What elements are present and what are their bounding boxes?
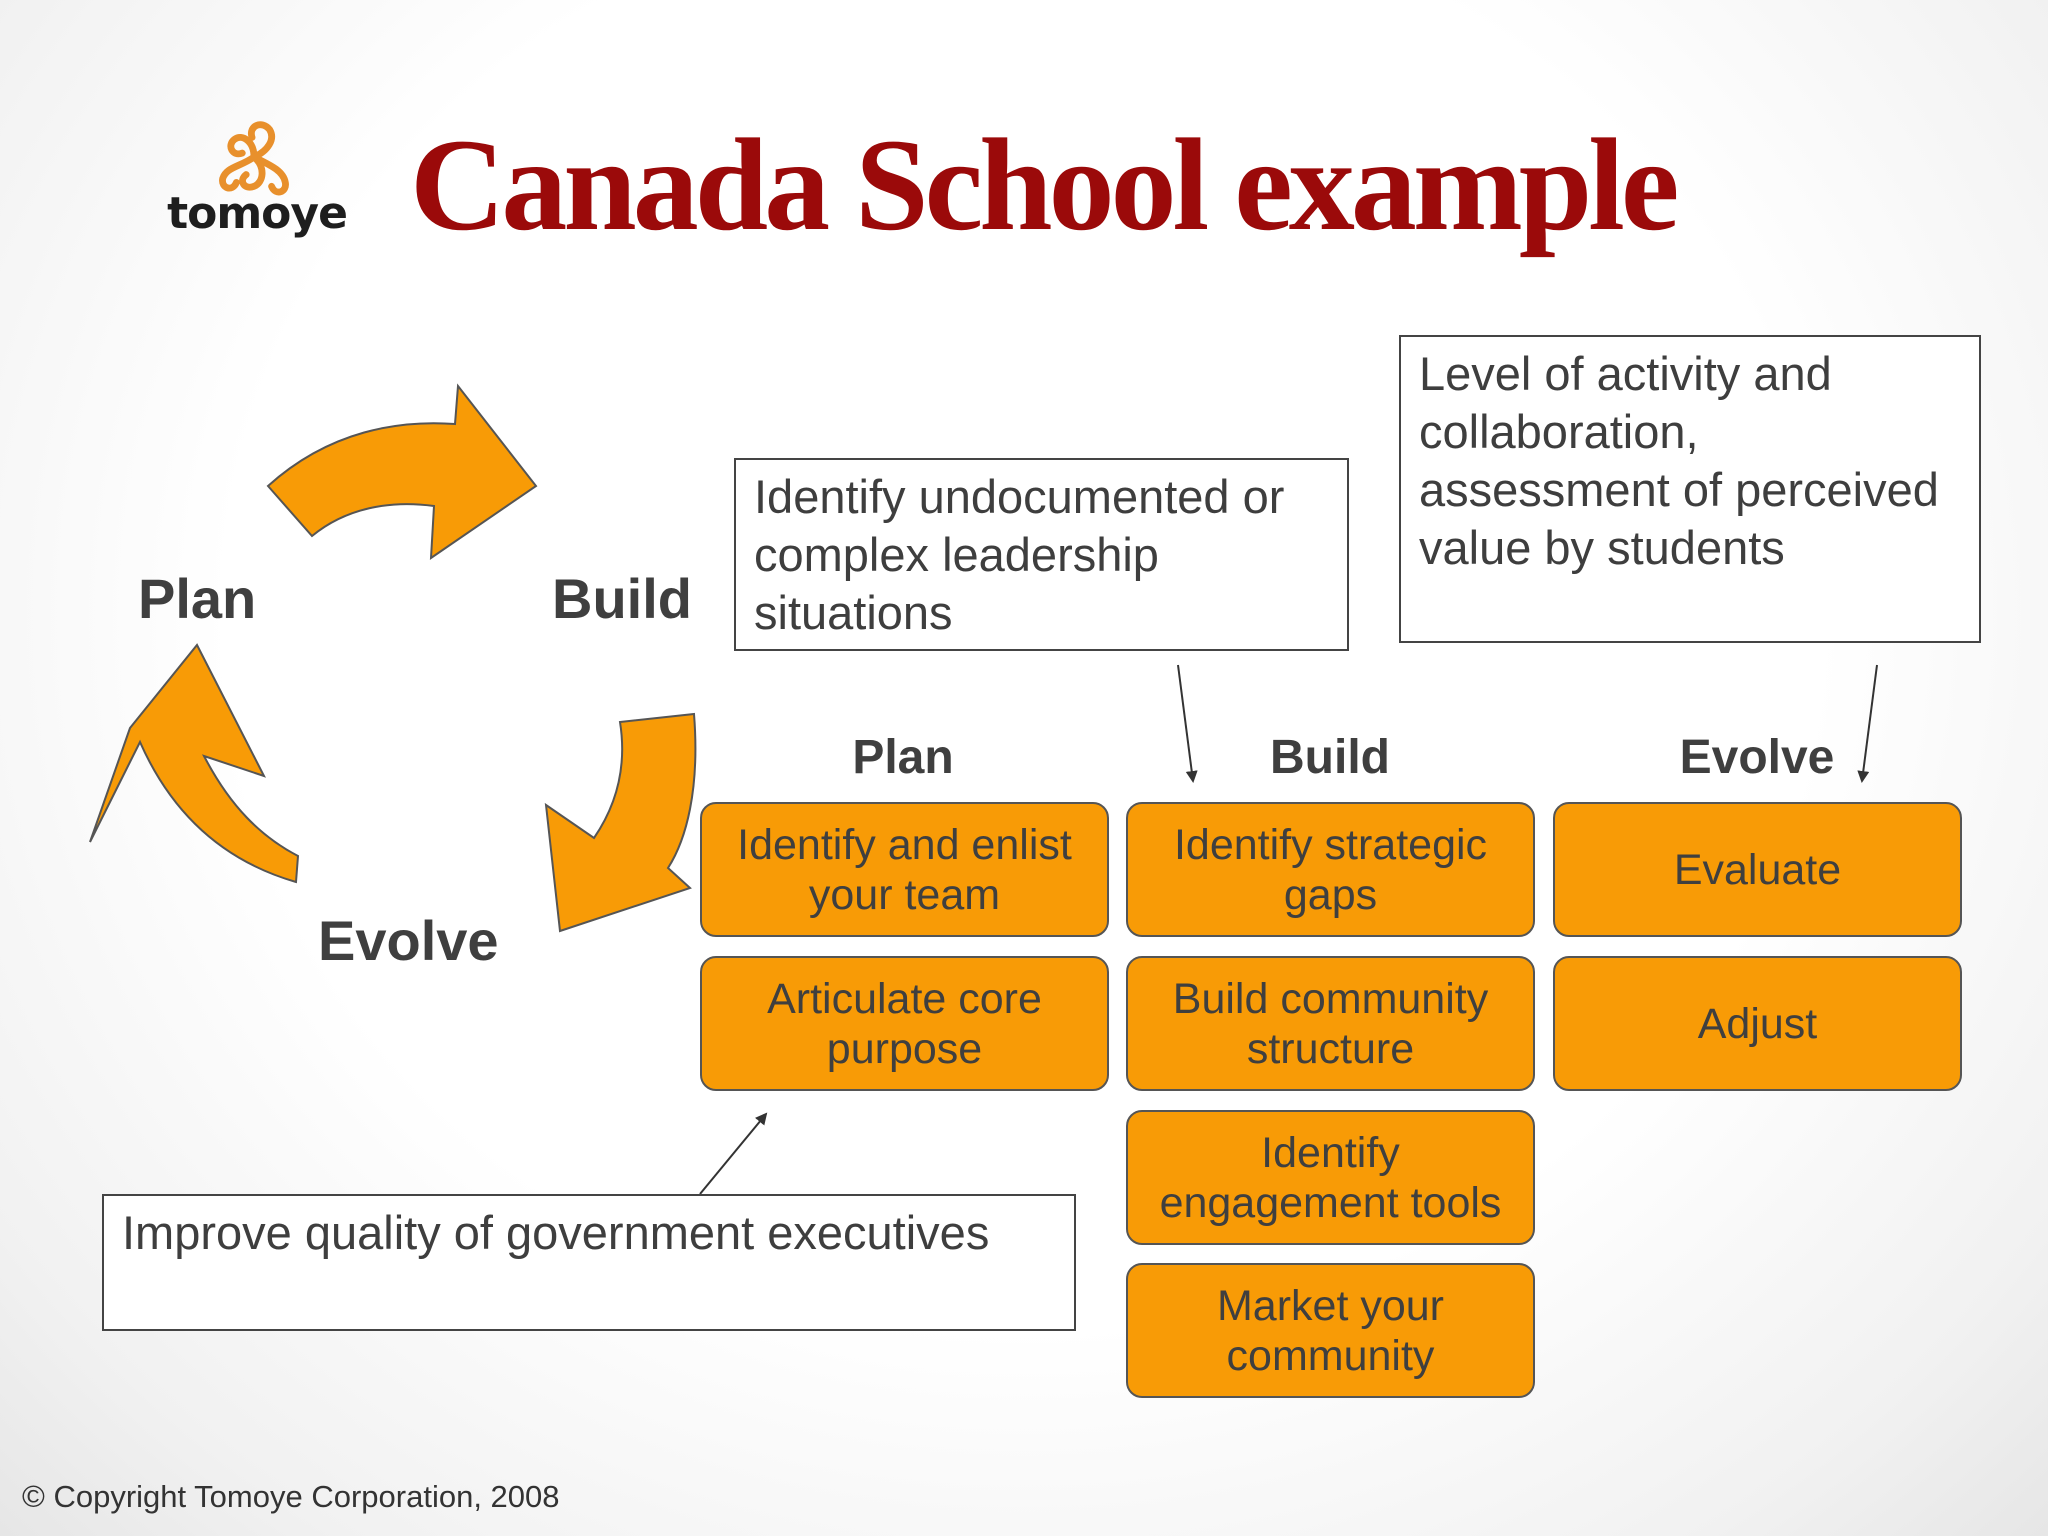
step-box xyxy=(1126,1110,1535,1245)
step-label: Adjust xyxy=(1697,999,1818,1048)
step-label: Identify strategic gaps xyxy=(1173,820,1488,919)
step-label: Articulate core purpose xyxy=(767,974,1042,1073)
step-box xyxy=(1126,802,1535,937)
step-box xyxy=(700,956,1109,1091)
cycle-arrow-plan-to-build xyxy=(268,386,536,558)
cycle-label-plan: Plan xyxy=(138,567,257,630)
step-label: Build community structure xyxy=(1172,974,1489,1073)
column-header-evolve: Evolve xyxy=(1679,731,1835,784)
callout-build: Identify undocumented or complex leadership situations xyxy=(734,458,1349,651)
step-label: Market your community xyxy=(1216,1281,1444,1380)
callout-plan: Improve quality of government executives xyxy=(102,1194,1076,1331)
step-box xyxy=(1553,802,1962,937)
callout-evolve: Level of activity and collaboration, assessment of perceived value by students xyxy=(1399,335,1981,643)
step-box xyxy=(1126,956,1535,1091)
step-label: Identify and enlist your team xyxy=(737,820,1072,919)
step-box xyxy=(1553,956,1962,1091)
copyright-footer: © Copyright Tomoye Corporation, 2008 xyxy=(22,1479,560,1514)
page-title: Canada School example xyxy=(410,111,1676,258)
column-header-build: Build xyxy=(1270,731,1390,784)
step-label: Evaluate xyxy=(1673,845,1842,894)
cycle-arrow-build-to-evolve xyxy=(546,714,695,931)
step-label: Identify engagement tools xyxy=(1159,1128,1502,1227)
connector-arrow-plan xyxy=(700,1114,766,1194)
step-box xyxy=(1126,1263,1535,1398)
step-box xyxy=(700,802,1109,937)
column-header-plan: Plan xyxy=(852,731,954,784)
cycle-label-build: Build xyxy=(552,567,692,630)
cycle-label-evolve: Evolve xyxy=(318,909,499,972)
cycle-arrow-evolve-to-plan xyxy=(90,645,298,882)
tomoye-logo-text: tomoye xyxy=(167,188,347,239)
